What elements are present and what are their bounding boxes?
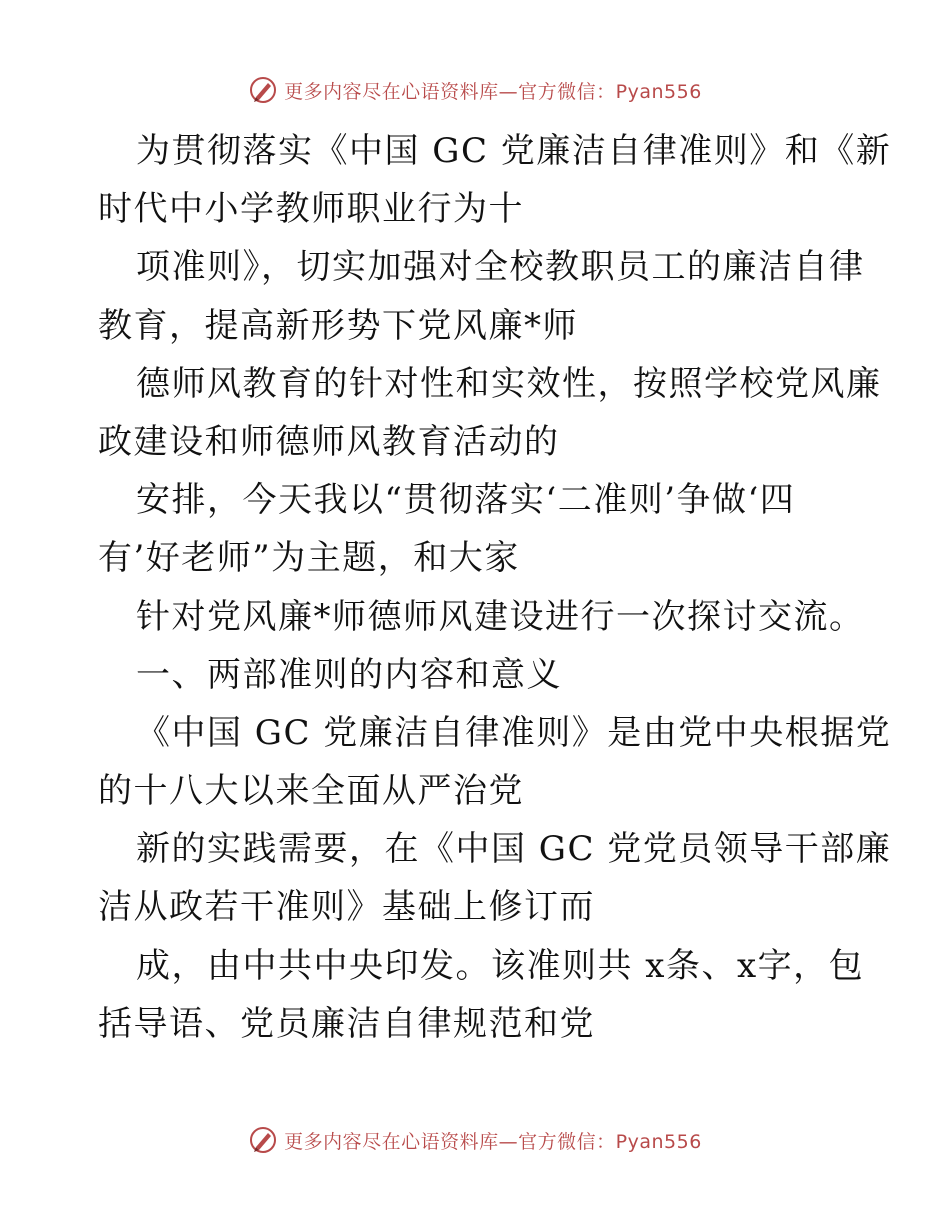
watermark-text: 更多内容尽在心语资料库—官方微信：Pyan556 [284,80,702,103]
watermark-text: 更多内容尽在心语资料库—官方微信：Pyan556 [284,1130,702,1153]
document-body [98,122,892,1053]
text-line: 德师风教育的针对性和实效性，按照学校党风廉 [136,363,882,404]
text-line: 括导语、党员廉洁自律规范和党 [98,1003,595,1044]
pen-logo-icon [248,1125,278,1155]
text-line: 成，由中共中央印发。该准则共 x条、x字，包 [136,945,865,986]
text-line: 时代中小学教师职业行为十 [98,189,524,230]
section-heading: 一、两部准则的内容和意义 [136,654,562,695]
text-line: 针对党风廉*师德师风建设进行一次探讨交流。 [136,596,865,637]
text-line: 为贯彻落实《中国 GC 党廉洁自律准则》和《新 [136,131,892,171]
text-line: 洁从政若干准则》基础上修订而 [98,887,595,928]
footer-watermark [0,1120,950,1160]
text-line: 安排，今天我以“贯彻落实‘二准则’争做‘四 [136,480,796,521]
text-line: 教育，提高新形势下党风廉*师 [98,305,578,346]
header-watermark [0,70,950,110]
text-line: 《中国 GC 党廉洁自律准则》是由党中央根据党 [136,712,892,753]
text-line: 有’好老师”为主题，和大家 [98,538,520,579]
text-line: 新的实践需要，在《中国 GC 党党员领导干部廉 [136,829,892,870]
text-line: 政建设和师德师风教育活动的 [98,421,560,462]
pen-logo-icon [248,75,278,105]
text-line: 项准则》，切实加强对全校教职员工的廉洁自律 [136,247,865,288]
text-line: 的十八大以来全面从严治党 [98,771,524,812]
